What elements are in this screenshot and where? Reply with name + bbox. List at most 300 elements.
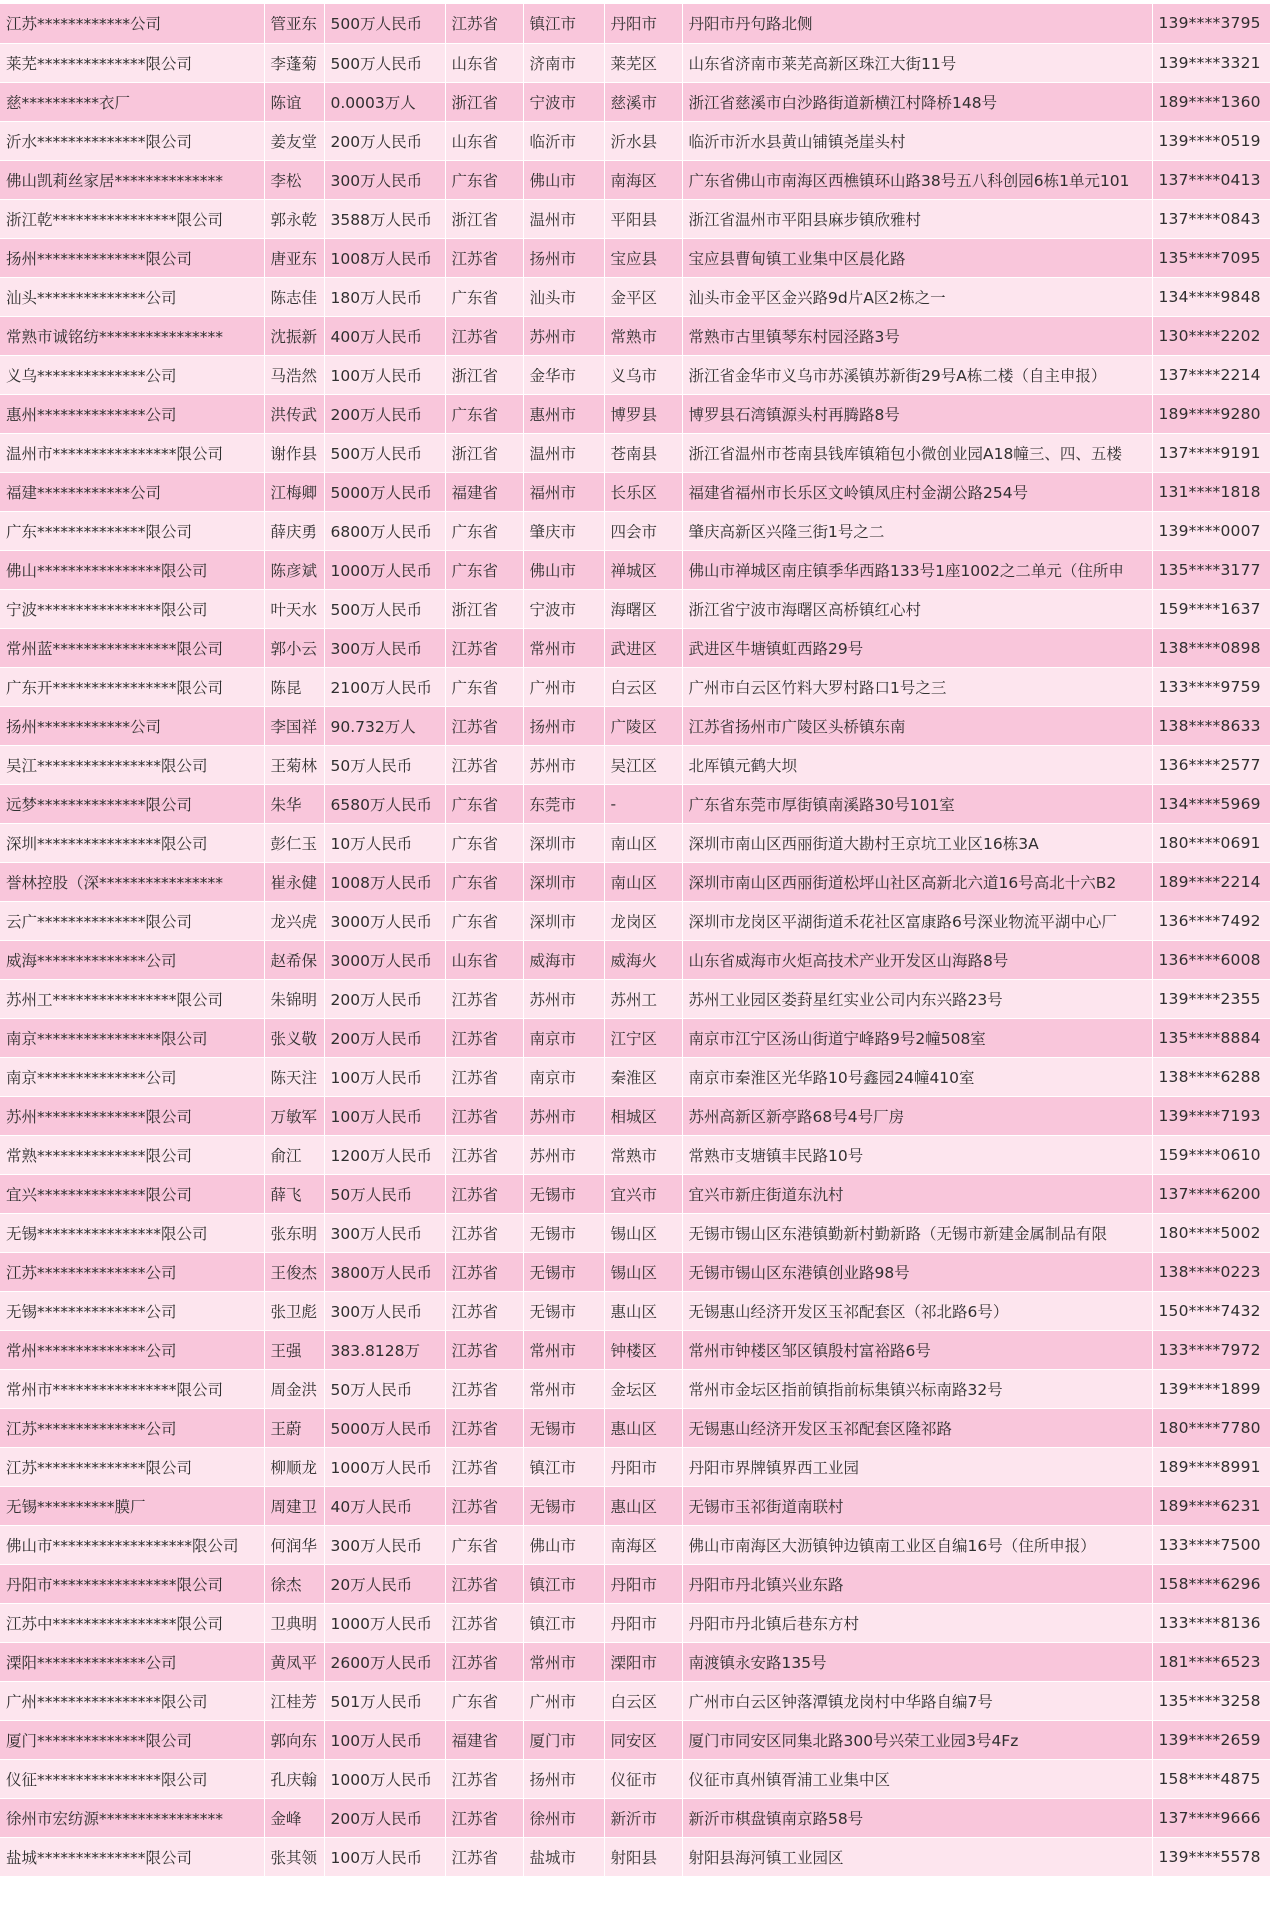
province-cell: 江苏省 <box>445 1798 523 1837</box>
contact-person-cell: 黄凤平 <box>264 1642 324 1681</box>
district-cell: 南海区 <box>604 160 682 199</box>
phone-cell: 133****9759 <box>1152 667 1270 706</box>
registered-capital-cell: 500万人民币 <box>324 589 445 628</box>
city-cell: 无锡市 <box>523 1486 604 1525</box>
table-row <box>0 316 1270 355</box>
table-row <box>0 511 1270 550</box>
company-name-cell: 福建************公司 <box>0 472 264 511</box>
address-cell: 丹阳市丹北镇后巷东方村 <box>682 1603 1152 1642</box>
registered-capital-cell: 200万人民币 <box>324 121 445 160</box>
province-cell: 广东省 <box>445 277 523 316</box>
city-cell: 宁波市 <box>523 82 604 121</box>
district-cell: 义乌市 <box>604 355 682 394</box>
district-cell: 沂水县 <box>604 121 682 160</box>
district-cell: 四会市 <box>604 511 682 550</box>
registered-capital-cell: 6580万人民币 <box>324 784 445 823</box>
province-cell: 江苏省 <box>445 706 523 745</box>
province-cell: 浙江省 <box>445 199 523 238</box>
table-row <box>0 394 1270 433</box>
city-cell: 镇江市 <box>523 1603 604 1642</box>
table-row <box>0 1174 1270 1213</box>
company-name-cell: 盐城**************限公司 <box>0 1837 264 1876</box>
province-cell: 江苏省 <box>445 316 523 355</box>
company-name-cell: 广东开****************限公司 <box>0 667 264 706</box>
registered-capital-cell: 1200万人民币 <box>324 1135 445 1174</box>
phone-cell: 138****8633 <box>1152 706 1270 745</box>
contact-person-cell: 俞江 <box>264 1135 324 1174</box>
district-cell: 武进区 <box>604 628 682 667</box>
contact-person-cell: 彭仁玉 <box>264 823 324 862</box>
company-name-cell: 江苏**************限公司 <box>0 1447 264 1486</box>
registered-capital-cell: 3000万人民币 <box>324 940 445 979</box>
registered-capital-cell: 100万人民币 <box>324 355 445 394</box>
address-cell: 厦门市同安区同集北路300号兴荣工业园3号4Fz <box>682 1720 1152 1759</box>
company-name-cell: 浙江乾****************限公司 <box>0 199 264 238</box>
city-cell: 深圳市 <box>523 862 604 901</box>
company-name-cell: 南京**************公司 <box>0 1057 264 1096</box>
contact-person-cell: 李蓬菊 <box>264 43 324 82</box>
district-cell: 海曙区 <box>604 589 682 628</box>
table-row <box>0 1564 1270 1603</box>
phone-cell: 138****0898 <box>1152 628 1270 667</box>
table-row <box>0 4 1270 43</box>
city-cell: 威海市 <box>523 940 604 979</box>
contact-person-cell: 郭永乾 <box>264 199 324 238</box>
registered-capital-cell: 0.0003万人 <box>324 82 445 121</box>
registered-capital-cell: 1008万人民币 <box>324 862 445 901</box>
district-cell: 惠山区 <box>604 1486 682 1525</box>
table-row <box>0 160 1270 199</box>
registered-capital-cell: 100万人民币 <box>324 1096 445 1135</box>
contact-person-cell: 何润华 <box>264 1525 324 1564</box>
province-cell: 山东省 <box>445 940 523 979</box>
registered-capital-cell: 180万人民币 <box>324 277 445 316</box>
address-cell: 广东省佛山市南海区西樵镇环山路38号五八科创园6栋1单元101 <box>682 160 1152 199</box>
address-cell: 深圳市南山区西丽街道松坪山社区高新北六道16号高北十六B2 <box>682 862 1152 901</box>
phone-cell: 135****3258 <box>1152 1681 1270 1720</box>
company-name-cell: 温州市****************限公司 <box>0 433 264 472</box>
contact-person-cell: 卫典明 <box>264 1603 324 1642</box>
table-row <box>0 472 1270 511</box>
province-cell: 江苏省 <box>445 1603 523 1642</box>
contact-person-cell: 张义敬 <box>264 1018 324 1057</box>
city-cell: 金华市 <box>523 355 604 394</box>
province-cell: 广东省 <box>445 160 523 199</box>
province-cell: 江苏省 <box>445 1213 523 1252</box>
address-cell: 佛山市南海区大沥镇钟边镇南工业区自编16号（住所申报） <box>682 1525 1152 1564</box>
company-name-cell: 常熟**************限公司 <box>0 1135 264 1174</box>
district-cell: 吴江区 <box>604 745 682 784</box>
city-cell: 临沂市 <box>523 121 604 160</box>
city-cell: 扬州市 <box>523 1759 604 1798</box>
province-cell: 江苏省 <box>445 1096 523 1135</box>
district-cell: 仪征市 <box>604 1759 682 1798</box>
district-cell: 博罗县 <box>604 394 682 433</box>
phone-cell: 137****9666 <box>1152 1798 1270 1837</box>
province-cell: 江苏省 <box>445 4 523 43</box>
district-cell: 南海区 <box>604 1525 682 1564</box>
city-cell: 徐州市 <box>523 1798 604 1837</box>
district-cell: 惠山区 <box>604 1408 682 1447</box>
table-row <box>0 862 1270 901</box>
phone-cell: 189****2214 <box>1152 862 1270 901</box>
address-cell: 丹阳市丹北镇兴业东路 <box>682 1564 1152 1603</box>
phone-cell: 159****1637 <box>1152 589 1270 628</box>
city-cell: 东莞市 <box>523 784 604 823</box>
company-name-cell: 云广**************限公司 <box>0 901 264 940</box>
city-cell: 温州市 <box>523 199 604 238</box>
company-name-cell: 义乌**************公司 <box>0 355 264 394</box>
company-name-cell: 宜兴**************限公司 <box>0 1174 264 1213</box>
province-cell: 广东省 <box>445 823 523 862</box>
address-cell: 广州市白云区钟落潭镇龙岗村中华路自编7号 <box>682 1681 1152 1720</box>
province-cell: 江苏省 <box>445 1447 523 1486</box>
city-cell: 常州市 <box>523 1369 604 1408</box>
company-name-cell: 江苏中****************限公司 <box>0 1603 264 1642</box>
province-cell: 广东省 <box>445 550 523 589</box>
contact-person-cell: 徐杰 <box>264 1564 324 1603</box>
city-cell: 无锡市 <box>523 1252 604 1291</box>
province-cell: 江苏省 <box>445 1330 523 1369</box>
phone-cell: 136****2577 <box>1152 745 1270 784</box>
address-cell: 无锡市锡山区东港镇创业路98号 <box>682 1252 1152 1291</box>
table-row <box>0 1798 1270 1837</box>
company-name-cell: 无锡**********膜厂 <box>0 1486 264 1525</box>
table-row <box>0 940 1270 979</box>
company-name-cell: 广州****************限公司 <box>0 1681 264 1720</box>
address-cell: 武进区牛塘镇虹西路29号 <box>682 628 1152 667</box>
company-name-cell: 慈**********衣厂 <box>0 82 264 121</box>
district-cell: 丹阳市 <box>604 1603 682 1642</box>
contact-person-cell: 马浩然 <box>264 355 324 394</box>
district-cell: 南山区 <box>604 862 682 901</box>
table-row <box>0 1369 1270 1408</box>
table-row <box>0 199 1270 238</box>
company-name-cell: 丹阳市****************限公司 <box>0 1564 264 1603</box>
district-cell: 丹阳市 <box>604 1564 682 1603</box>
table-row <box>0 1408 1270 1447</box>
district-cell: 莱芜区 <box>604 43 682 82</box>
province-cell: 江苏省 <box>445 745 523 784</box>
table-row <box>0 1135 1270 1174</box>
phone-cell: 158****4875 <box>1152 1759 1270 1798</box>
address-cell: 山东省威海市火炬高技术产业开发区山海路8号 <box>682 940 1152 979</box>
city-cell: 南京市 <box>523 1057 604 1096</box>
registered-capital-cell: 300万人民币 <box>324 1291 445 1330</box>
company-name-cell: 常熟市诚铭纺**************** <box>0 316 264 355</box>
company-name-cell: 苏州**************限公司 <box>0 1096 264 1135</box>
company-name-cell: 广东**************限公司 <box>0 511 264 550</box>
district-cell: 射阳县 <box>604 1837 682 1876</box>
table-row <box>0 1330 1270 1369</box>
district-cell: 常熟市 <box>604 316 682 355</box>
district-cell: 惠山区 <box>604 1291 682 1330</box>
contact-person-cell: 王蔚 <box>264 1408 324 1447</box>
company-name-cell: 常州市****************限公司 <box>0 1369 264 1408</box>
district-cell: 禅城区 <box>604 550 682 589</box>
address-cell: 无锡市玉祁街道南联村 <box>682 1486 1152 1525</box>
province-cell: 广东省 <box>445 862 523 901</box>
table-row <box>0 1057 1270 1096</box>
address-cell: 深圳市龙岗区平湖街道禾花社区富康路6号深业物流平湖中心厂 <box>682 901 1152 940</box>
table-row <box>0 277 1270 316</box>
province-cell: 江苏省 <box>445 1135 523 1174</box>
contact-person-cell: 陈谊 <box>264 82 324 121</box>
phone-cell: 158****6296 <box>1152 1564 1270 1603</box>
address-cell: 肇庆高新区兴隆三街1号之二 <box>682 511 1152 550</box>
registered-capital-cell: 200万人民币 <box>324 394 445 433</box>
city-cell: 盐城市 <box>523 1837 604 1876</box>
registered-capital-cell: 100万人民币 <box>324 1057 445 1096</box>
city-cell: 福州市 <box>523 472 604 511</box>
province-cell: 福建省 <box>445 1720 523 1759</box>
city-cell: 厦门市 <box>523 1720 604 1759</box>
phone-cell: 139****7193 <box>1152 1096 1270 1135</box>
city-cell: 佛山市 <box>523 160 604 199</box>
company-name-cell: 徐州市宏纺源**************** <box>0 1798 264 1837</box>
district-cell: 苏州工 <box>604 979 682 1018</box>
contact-person-cell: 李松 <box>264 160 324 199</box>
phone-cell: 139****3795 <box>1152 4 1270 43</box>
address-cell: 浙江省慈溪市白沙路街道新横江村降桥148号 <box>682 82 1152 121</box>
city-cell: 苏州市 <box>523 979 604 1018</box>
phone-cell: 139****3321 <box>1152 43 1270 82</box>
table-row <box>0 1018 1270 1057</box>
registered-capital-cell: 500万人民币 <box>324 43 445 82</box>
district-cell: 丹阳市 <box>604 4 682 43</box>
province-cell: 福建省 <box>445 472 523 511</box>
phone-cell: 150****7432 <box>1152 1291 1270 1330</box>
phone-cell: 180****7780 <box>1152 1408 1270 1447</box>
registered-capital-cell: 500万人民币 <box>324 433 445 472</box>
table-row <box>0 1720 1270 1759</box>
district-cell: 南山区 <box>604 823 682 862</box>
province-cell: 江苏省 <box>445 1486 523 1525</box>
district-cell: 广陵区 <box>604 706 682 745</box>
registered-capital-cell: 1000万人民币 <box>324 1447 445 1486</box>
city-cell: 南京市 <box>523 1018 604 1057</box>
city-cell: 苏州市 <box>523 1135 604 1174</box>
table-row <box>0 1759 1270 1798</box>
district-cell: 宜兴市 <box>604 1174 682 1213</box>
province-cell: 江苏省 <box>445 1369 523 1408</box>
phone-cell: 137****2214 <box>1152 355 1270 394</box>
contact-person-cell: 金峰 <box>264 1798 324 1837</box>
province-cell: 江苏省 <box>445 1057 523 1096</box>
district-cell: 金坛区 <box>604 1369 682 1408</box>
address-cell: 常熟市支塘镇丰民路10号 <box>682 1135 1152 1174</box>
contact-person-cell: 陈天注 <box>264 1057 324 1096</box>
company-table <box>0 4 1271 1877</box>
province-cell: 江苏省 <box>445 628 523 667</box>
district-cell: 常熟市 <box>604 1135 682 1174</box>
address-cell: 山东省济南市莱芜高新区珠江大街11号 <box>682 43 1152 82</box>
province-cell: 江苏省 <box>445 1837 523 1876</box>
phone-cell: 134****5969 <box>1152 784 1270 823</box>
district-cell: 相城区 <box>604 1096 682 1135</box>
registered-capital-cell: 5000万人民币 <box>324 472 445 511</box>
registered-capital-cell: 3000万人民币 <box>324 901 445 940</box>
address-cell: 临沂市沂水县黄山铺镇尧崖头村 <box>682 121 1152 160</box>
table-row <box>0 784 1270 823</box>
company-name-cell: 厦门**************限公司 <box>0 1720 264 1759</box>
table-row <box>0 1603 1270 1642</box>
phone-cell: 131****1818 <box>1152 472 1270 511</box>
address-cell: 广东省东莞市厚街镇南溪路30号101室 <box>682 784 1152 823</box>
city-cell: 无锡市 <box>523 1291 604 1330</box>
phone-cell: 137****9191 <box>1152 433 1270 472</box>
city-cell: 无锡市 <box>523 1174 604 1213</box>
contact-person-cell: 王俊杰 <box>264 1252 324 1291</box>
table-row <box>0 667 1270 706</box>
city-cell: 扬州市 <box>523 238 604 277</box>
address-cell: 常州市钟楼区邹区镇殷村富裕路6号 <box>682 1330 1152 1369</box>
city-cell: 镇江市 <box>523 4 604 43</box>
contact-person-cell: 沈振新 <box>264 316 324 355</box>
district-cell: 同安区 <box>604 1720 682 1759</box>
phone-cell: 130****2202 <box>1152 316 1270 355</box>
registered-capital-cell: 6800万人民币 <box>324 511 445 550</box>
province-cell: 山东省 <box>445 121 523 160</box>
phone-cell: 189****9280 <box>1152 394 1270 433</box>
address-cell: 丹阳市界牌镇界西工业园 <box>682 1447 1152 1486</box>
registered-capital-cell: 1008万人民币 <box>324 238 445 277</box>
address-cell: 博罗县石湾镇源头村再腾路8号 <box>682 394 1152 433</box>
address-cell: 无锡惠山经济开发区玉祁配套区隆祁路 <box>682 1408 1152 1447</box>
province-cell: 广东省 <box>445 1525 523 1564</box>
phone-cell: 133****8136 <box>1152 1603 1270 1642</box>
address-cell: 无锡市锡山区东港镇勤新村勤新路（无锡市新建金属制品有限 <box>682 1213 1152 1252</box>
city-cell: 常州市 <box>523 1642 604 1681</box>
province-cell: 江苏省 <box>445 1759 523 1798</box>
district-cell: 锡山区 <box>604 1213 682 1252</box>
address-cell: 宝应县曹甸镇工业集中区晨化路 <box>682 238 1152 277</box>
contact-person-cell: 王菊林 <box>264 745 324 784</box>
district-cell: 秦淮区 <box>604 1057 682 1096</box>
address-cell: 常州市金坛区指前镇指前标集镇兴标南路32号 <box>682 1369 1152 1408</box>
table-row <box>0 433 1270 472</box>
registered-capital-cell: 3588万人民币 <box>324 199 445 238</box>
contact-person-cell: 张东明 <box>264 1213 324 1252</box>
district-cell: 金平区 <box>604 277 682 316</box>
contact-person-cell: 赵希保 <box>264 940 324 979</box>
registered-capital-cell: 50万人民币 <box>324 1174 445 1213</box>
province-cell: 江苏省 <box>445 979 523 1018</box>
district-cell: 钟楼区 <box>604 1330 682 1369</box>
contact-person-cell: 李国祥 <box>264 706 324 745</box>
registered-capital-cell: 40万人民币 <box>324 1486 445 1525</box>
contact-person-cell: 郭小云 <box>264 628 324 667</box>
registered-capital-cell: 10万人民币 <box>324 823 445 862</box>
city-cell: 苏州市 <box>523 316 604 355</box>
registered-capital-cell: 200万人民币 <box>324 1798 445 1837</box>
city-cell: 镇江市 <box>523 1564 604 1603</box>
table-row <box>0 589 1270 628</box>
phone-cell: 189****6231 <box>1152 1486 1270 1525</box>
contact-person-cell: 龙兴虎 <box>264 901 324 940</box>
table-row <box>0 706 1270 745</box>
address-cell: 江苏省扬州市广陵区头桥镇东南 <box>682 706 1152 745</box>
phone-cell: 139****2659 <box>1152 1720 1270 1759</box>
contact-person-cell: 张其领 <box>264 1837 324 1876</box>
address-cell: 射阳县海河镇工业园区 <box>682 1837 1152 1876</box>
contact-person-cell: 周建卫 <box>264 1486 324 1525</box>
company-name-cell: 惠州**************公司 <box>0 394 264 433</box>
company-name-cell: 宁波****************限公司 <box>0 589 264 628</box>
company-name-cell: 佛山市******************限公司 <box>0 1525 264 1564</box>
phone-cell: 180****0691 <box>1152 823 1270 862</box>
phone-cell: 180****5002 <box>1152 1213 1270 1252</box>
district-cell: 慈溪市 <box>604 82 682 121</box>
province-cell: 广东省 <box>445 667 523 706</box>
address-cell: 佛山市禅城区南庄镇季华西路133号1座1002之二单元（住所申 <box>682 550 1152 589</box>
address-cell: 南渡镇永安路135号 <box>682 1642 1152 1681</box>
registered-capital-cell: 50万人民币 <box>324 1369 445 1408</box>
phone-cell: 137****6200 <box>1152 1174 1270 1213</box>
contact-person-cell: 张卫彪 <box>264 1291 324 1330</box>
province-cell: 浙江省 <box>445 433 523 472</box>
company-name-cell: 汕头**************公司 <box>0 277 264 316</box>
company-name-cell: 江苏**************公司 <box>0 1408 264 1447</box>
city-cell: 苏州市 <box>523 1096 604 1135</box>
district-cell: - <box>604 784 682 823</box>
contact-person-cell: 郭向东 <box>264 1720 324 1759</box>
table-row <box>0 1447 1270 1486</box>
registered-capital-cell: 200万人民币 <box>324 1018 445 1057</box>
company-table-body <box>0 4 1270 1876</box>
city-cell: 扬州市 <box>523 706 604 745</box>
phone-cell: 181****6523 <box>1152 1642 1270 1681</box>
registered-capital-cell: 300万人民币 <box>324 160 445 199</box>
province-cell: 江苏省 <box>445 1252 523 1291</box>
contact-person-cell: 崔永健 <box>264 862 324 901</box>
registered-capital-cell: 1000万人民币 <box>324 550 445 589</box>
province-cell: 广东省 <box>445 901 523 940</box>
contact-person-cell: 万敏军 <box>264 1096 324 1135</box>
company-name-cell: 溧阳**************公司 <box>0 1642 264 1681</box>
contact-person-cell: 洪传武 <box>264 394 324 433</box>
table-row <box>0 121 1270 160</box>
contact-person-cell: 朱华 <box>264 784 324 823</box>
city-cell: 广州市 <box>523 667 604 706</box>
city-cell: 宁波市 <box>523 589 604 628</box>
province-cell: 广东省 <box>445 784 523 823</box>
contact-person-cell: 朱锦明 <box>264 979 324 1018</box>
table-row <box>0 1486 1270 1525</box>
company-name-cell: 沂水**************限公司 <box>0 121 264 160</box>
phone-cell: 136****6008 <box>1152 940 1270 979</box>
address-cell: 广州市白云区竹料大罗村路口1号之三 <box>682 667 1152 706</box>
city-cell: 镇江市 <box>523 1447 604 1486</box>
address-cell: 新沂市棋盘镇南京路58号 <box>682 1798 1152 1837</box>
company-name-cell: 仪征****************限公司 <box>0 1759 264 1798</box>
company-name-cell: 无锡**************公司 <box>0 1291 264 1330</box>
registered-capital-cell: 1000万人民币 <box>324 1603 445 1642</box>
phone-cell: 137****0413 <box>1152 160 1270 199</box>
company-name-cell: 常州**************公司 <box>0 1330 264 1369</box>
company-name-cell: 无锡****************限公司 <box>0 1213 264 1252</box>
registered-capital-cell: 500万人民币 <box>324 4 445 43</box>
address-cell: 常熟市古里镇琴东村园泾路3号 <box>682 316 1152 355</box>
company-name-cell: 苏州工****************限公司 <box>0 979 264 1018</box>
company-name-cell: 江苏**************公司 <box>0 1252 264 1291</box>
table-row <box>0 979 1270 1018</box>
city-cell: 无锡市 <box>523 1408 604 1447</box>
district-cell: 平阳县 <box>604 199 682 238</box>
city-cell: 常州市 <box>523 628 604 667</box>
district-cell: 丹阳市 <box>604 1447 682 1486</box>
address-cell: 浙江省温州市平阳县麻步镇欣雅村 <box>682 199 1152 238</box>
